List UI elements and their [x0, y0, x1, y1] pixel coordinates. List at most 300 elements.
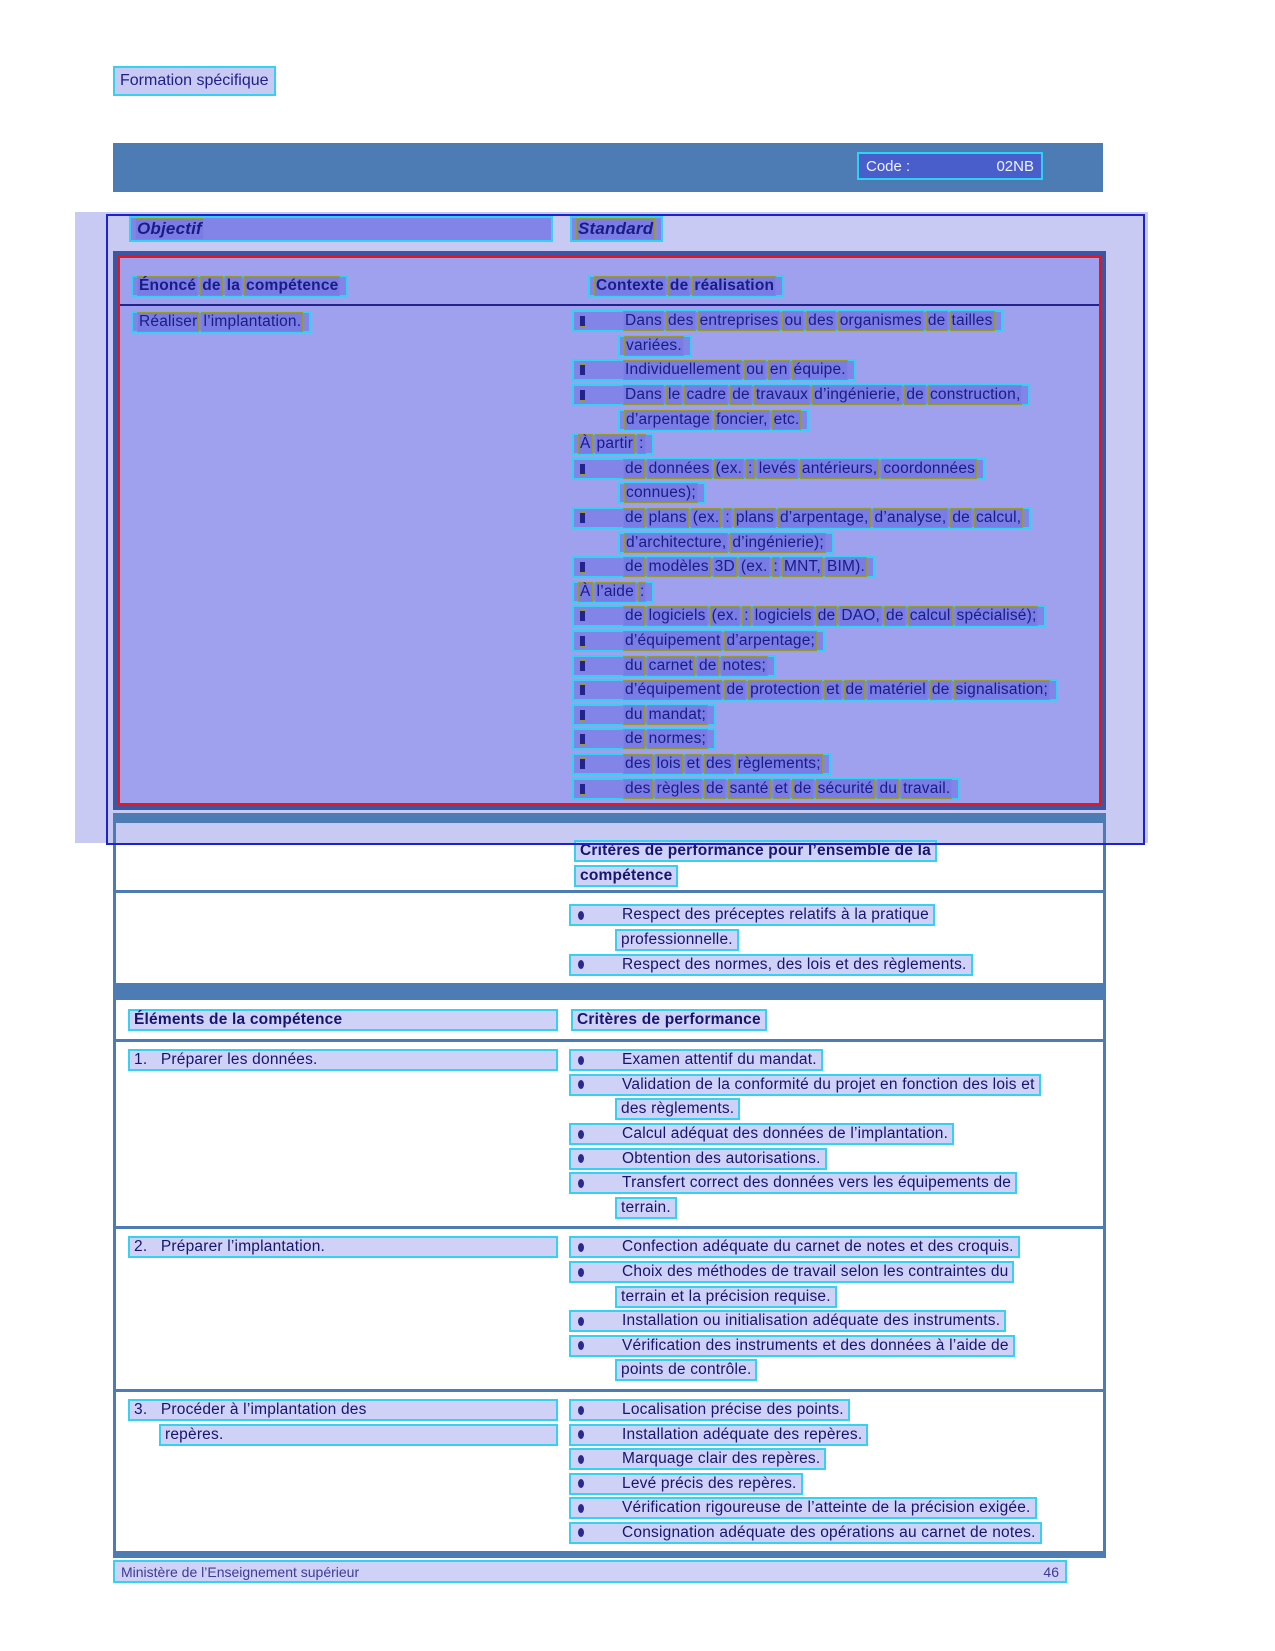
word-box: : [773, 558, 779, 576]
bullet-icon [575, 1479, 622, 1488]
word-box: des [808, 312, 834, 330]
highlight-strip [572, 753, 831, 775]
bullet-icon [575, 1455, 622, 1464]
table-row [116, 1042, 1103, 1226]
word-box: entreprises [699, 312, 779, 330]
text-line [569, 1260, 1103, 1285]
text-line [572, 678, 1107, 703]
word-box: de [793, 779, 812, 797]
word-box: DAO, [841, 607, 881, 625]
word-box: Individuellement [625, 361, 741, 379]
line-text: Examen attentif du mandat. [622, 1051, 817, 1069]
word-box: de [669, 277, 689, 294]
bullet-icon [578, 463, 623, 475]
highlight-strip [574, 865, 678, 887]
line-text: 3. Procéder à l’implantation des [134, 1401, 367, 1419]
code-label: Code : [866, 157, 911, 175]
text-line [572, 481, 1107, 506]
competence-table [113, 251, 1106, 810]
line-text [623, 754, 825, 774]
word-box: levés [758, 459, 796, 477]
line-text: compétence [580, 866, 673, 884]
text-line [569, 1171, 1103, 1196]
contexte-header-text [594, 276, 778, 296]
word-box: de [952, 509, 970, 527]
highlight-strip [572, 778, 960, 800]
word-box: de [906, 386, 924, 404]
enonce-header [131, 275, 348, 297]
word-box: équipe. [793, 361, 846, 379]
enonce-cell-text [137, 312, 305, 332]
word-box: d’arpentage, [779, 509, 869, 527]
word-box: (ex. [740, 558, 768, 576]
word-box: d’arpentage [626, 410, 711, 428]
line-text: Validation de la conformité du projet en fonction des lois et [622, 1075, 1035, 1093]
text-line [569, 1122, 1103, 1147]
text-line [128, 1048, 558, 1073]
line-text: Choix des méthodes de travail selon les contraintes du [622, 1263, 1009, 1281]
text-line [574, 864, 1103, 889]
bullet-icon [578, 733, 623, 745]
word-box: ou [784, 312, 803, 330]
word-box: logiciels [754, 607, 812, 625]
element-cell [128, 1398, 558, 1447]
table-top-bar [113, 990, 1106, 1000]
line-text [623, 631, 819, 651]
text-line [572, 629, 1107, 654]
text-line [572, 752, 1107, 777]
highlight-strip [572, 679, 1058, 701]
line-text: Levé précis des repères. [622, 1474, 797, 1492]
word-box: d’architecture, [626, 533, 727, 551]
line-text: Vérification des instruments et des données à l’aide de [622, 1336, 1009, 1354]
footer-ministry-text: Ministère de l’Enseignement supérieur [121, 1563, 360, 1580]
text-line [569, 1309, 1103, 1334]
word-box: partir [596, 435, 634, 453]
word-box: calcul [909, 607, 951, 625]
word-box: des [625, 779, 651, 797]
code-header-bar [113, 143, 1103, 192]
highlight-strip [615, 1197, 677, 1219]
highlight-strip [569, 1473, 803, 1495]
bullet-icon [575, 1179, 622, 1188]
elements-table [113, 990, 1106, 1558]
highlight-strip [569, 904, 935, 926]
word-box: de [732, 386, 750, 404]
text-line [569, 1521, 1103, 1546]
word-box: (ex. [711, 607, 739, 625]
word-box: du [625, 705, 643, 723]
highlight-strip [572, 630, 825, 652]
highlight-strip [569, 1335, 1015, 1357]
text-line [569, 1196, 1103, 1221]
word-box: logiciels [648, 607, 706, 625]
text-line [572, 432, 1107, 457]
table-bottom-bar [113, 983, 1106, 990]
text-line [569, 1358, 1103, 1383]
word-box: modèles [648, 558, 709, 576]
elements-table-header [116, 1000, 1103, 1039]
overall-criteria-lines [116, 893, 1103, 983]
highlight-strip [572, 581, 654, 603]
text-line [572, 776, 1107, 801]
word-box: Standard [578, 219, 654, 238]
word-box: antérieurs, [801, 459, 878, 477]
bullet-icon [575, 1406, 622, 1415]
enonce-cell [131, 311, 311, 333]
text-line [128, 1398, 558, 1423]
line-text [624, 533, 828, 553]
word-box: et [826, 681, 840, 699]
bullet-icon [575, 1080, 622, 1089]
highlight-strip [569, 1448, 826, 1470]
text-line [569, 1284, 1103, 1309]
word-box: carnet [648, 656, 693, 674]
bullet-icon [578, 660, 623, 672]
text-line [572, 358, 1107, 383]
line-text [623, 680, 1052, 700]
highlight-strip [569, 1148, 827, 1170]
word-box: d’équipement [625, 681, 721, 699]
highlight-strip [128, 1399, 558, 1421]
highlight-strip [569, 1522, 1042, 1544]
line-text [623, 705, 710, 725]
highlight-strip [572, 384, 1030, 406]
word-box: plans [735, 509, 774, 527]
contexte-lines [572, 309, 1107, 801]
word-box: variées. [626, 336, 682, 354]
overall-criteria-table [113, 813, 1106, 990]
line-text: des règlements. [621, 1100, 735, 1118]
word-box: de [625, 558, 643, 576]
word-box: le [667, 386, 681, 404]
word-box: l’aide [596, 582, 634, 600]
word-box: plans [648, 509, 687, 527]
line-text: Obtention des autorisations. [622, 1149, 821, 1167]
bullet-icon [575, 1528, 622, 1537]
table-top-bar [113, 813, 1106, 823]
standard-title [570, 216, 663, 242]
word-box: règles [656, 779, 701, 797]
highlight-strip [572, 704, 716, 726]
bullet-icon [575, 1268, 622, 1277]
word-box: connues); [626, 484, 696, 502]
word-box: de [706, 779, 724, 797]
footer [113, 1560, 1067, 1583]
highlight-strip [572, 728, 716, 750]
criteria-cell [569, 1048, 1103, 1220]
line-text: Installation ou initialisation adéquate des instruments. [622, 1312, 1001, 1330]
word-box: du [879, 779, 898, 797]
text-line [569, 1422, 1103, 1447]
word-box: Dans [625, 312, 662, 330]
word-box: de [927, 312, 946, 330]
footer-page-number: 46 [1043, 1563, 1059, 1580]
line-text: Transfert correct des données vers les équipements de [622, 1174, 1012, 1192]
text-line [569, 903, 1103, 928]
highlight-strip [569, 1310, 1006, 1332]
text-line [569, 1472, 1103, 1497]
word-box: des [625, 754, 651, 772]
word-box: de [845, 681, 864, 699]
word-box: lois [656, 754, 681, 772]
highlight-strip [615, 1098, 740, 1120]
word-box: d’arpentage; [726, 632, 816, 650]
line-text: Calcul adéquat des données de l’implantation. [622, 1125, 949, 1143]
line-text [578, 582, 648, 602]
text-line [569, 1398, 1103, 1423]
bullet-icon [578, 561, 623, 573]
text-line [569, 1073, 1103, 1098]
word-box: d’équipement [625, 632, 721, 650]
word-box: de [202, 277, 221, 294]
highlight-strip [572, 556, 875, 578]
bullet-icon [578, 512, 623, 524]
bullet-icon [578, 635, 623, 647]
text-line [572, 703, 1107, 728]
bullet-icon [578, 364, 623, 376]
text-line [128, 1235, 558, 1260]
enonce-header-text [137, 276, 342, 296]
formation-specifique-label: Formation spécifique [113, 66, 276, 96]
word-box: matériel [869, 681, 926, 699]
criteria-cell [569, 1235, 1103, 1383]
word-box: de [625, 730, 643, 748]
line-text [623, 360, 850, 380]
text-line [569, 1496, 1103, 1521]
word-box: construction, [929, 386, 1021, 404]
word-box: de [625, 459, 643, 477]
line-text [623, 606, 1040, 626]
text-line [572, 555, 1107, 580]
highlight-strip [615, 1359, 757, 1381]
highlight-strip [128, 1049, 558, 1071]
text-line [569, 1447, 1103, 1472]
word-box: organismes [839, 312, 922, 330]
highlight-strip [572, 507, 1031, 529]
word-box: réalisation [694, 277, 775, 294]
word-box: d’ingénierie, [814, 386, 901, 404]
highlight-strip [618, 482, 706, 504]
text-line [572, 653, 1107, 678]
word-box: compétence [246, 277, 339, 294]
line-text: Localisation précise des points. [622, 1401, 844, 1419]
word-box: BIM). [827, 558, 866, 576]
word-box: de [886, 607, 904, 625]
bullet-icon [575, 1056, 622, 1065]
word-box: d’ingénierie); [732, 533, 824, 551]
word-box: règlements; [737, 754, 821, 772]
word-box: Contexte [596, 277, 664, 294]
word-box: normes; [648, 730, 707, 748]
text-line [572, 580, 1107, 605]
word-box: cadre [686, 386, 727, 404]
word-box: tailles [951, 312, 993, 330]
text-line [569, 928, 1103, 953]
contexte-header [588, 275, 784, 297]
bullet-icon [575, 1341, 622, 1350]
line-text: Marquage clair des repères. [622, 1450, 821, 1468]
word-box: du [625, 656, 643, 674]
line-text: Vérification rigoureuse de l’atteinte de la précision exigée. [622, 1499, 1031, 1517]
line-text [578, 434, 648, 454]
text-line [574, 839, 1103, 864]
highlight-strip [615, 1286, 837, 1308]
header-separator [120, 304, 1099, 306]
objectif-text [135, 218, 206, 240]
highlight-strip [569, 1424, 868, 1446]
highlight-strip [572, 458, 985, 480]
bullet-icon [575, 960, 622, 969]
bullet-icon [575, 1243, 622, 1252]
word-box: d’analyse, [874, 509, 947, 527]
line-text: Critères de performance pour l’ensemble de la [580, 842, 931, 860]
word-box: : [744, 607, 749, 625]
line-text [624, 483, 700, 503]
word-box: calcul, [975, 509, 1022, 527]
bullet-icon [578, 684, 623, 696]
text-line [572, 506, 1107, 531]
word-box: de [698, 656, 717, 674]
line-text: terrain. [621, 1198, 671, 1216]
highlight-strip [569, 1123, 954, 1145]
highlight-strip [572, 655, 776, 677]
highlight-strip [574, 840, 937, 862]
text-line [569, 1235, 1103, 1260]
word-box: : [639, 582, 645, 600]
word-box: MNT, [784, 558, 821, 576]
text-line [572, 309, 1107, 334]
text-line [569, 1097, 1103, 1122]
bullet-icon [575, 1430, 622, 1439]
text-line [128, 1422, 558, 1447]
bullet-icon [578, 758, 623, 770]
highlight-strip [569, 954, 973, 976]
line-text [623, 557, 869, 577]
line-text: Confection adéquate du carnet de notes et des croquis. [622, 1238, 1014, 1256]
competence-table-red-frame [117, 255, 1102, 806]
word-box: mandat; [648, 705, 707, 723]
table-row [116, 1392, 1103, 1552]
highlight-strip [572, 310, 1003, 332]
element-cell [128, 1048, 558, 1073]
word-box: Énoncé [139, 277, 197, 294]
word-box: (ex. [715, 459, 743, 477]
word-box: et [774, 779, 788, 797]
text-line [569, 1146, 1103, 1171]
word-box: de [625, 509, 643, 527]
word-box: : [639, 435, 644, 453]
text-line [572, 383, 1107, 408]
highlight-strip [572, 359, 856, 381]
word-box: l’implantation. [203, 313, 302, 330]
word-box: de [625, 607, 643, 625]
line-text [623, 656, 770, 676]
line-text: Respect des préceptes relatifs à la pratique [622, 906, 929, 924]
highlight-strip [569, 1049, 823, 1071]
highlight-strip [569, 1074, 1041, 1096]
criteria-cell [569, 1398, 1103, 1546]
bullet-icon [578, 783, 623, 795]
bullet-icon [578, 315, 623, 327]
word-box: Dans [625, 386, 662, 404]
line-text: 2. Préparer l’implantation. [134, 1238, 326, 1256]
bullet-icon [575, 1317, 622, 1326]
bullet-icon [578, 389, 623, 401]
word-box: signalisation; [955, 681, 1048, 699]
text-line [572, 727, 1107, 752]
text-line [572, 457, 1107, 482]
line-text: terrain et la précision requise. [621, 1287, 831, 1305]
highlight-strip [618, 335, 692, 357]
text-line [572, 334, 1107, 359]
line-text [623, 779, 954, 799]
bullet-icon [575, 911, 622, 920]
criteres-header-text: Critères de performance [577, 1011, 761, 1028]
highlight-strip [618, 409, 809, 431]
code-value: 02NB [996, 157, 1034, 175]
highlight-strip [618, 532, 834, 554]
word-box: (ex. [692, 509, 720, 527]
highlight-strip [572, 605, 1046, 627]
standard-text [576, 218, 657, 240]
bullet-icon [575, 1504, 622, 1513]
word-box: des [667, 312, 694, 330]
text-line [572, 604, 1107, 629]
word-box: ou [746, 361, 764, 379]
line-text [623, 729, 710, 749]
word-box: santé [729, 779, 769, 797]
bullet-icon [578, 610, 623, 622]
text-line [572, 407, 1107, 432]
word-box: foncier, [716, 410, 768, 428]
text-line [569, 1334, 1103, 1359]
line-text [623, 508, 1025, 528]
word-box: : [725, 509, 730, 527]
highlight-strip [159, 1424, 558, 1446]
line-text [624, 336, 686, 356]
word-box: notes; [722, 656, 767, 674]
highlight-strip [615, 929, 739, 951]
code-chip [857, 152, 1043, 180]
line-text: repères. [165, 1425, 224, 1443]
highlight-strip [569, 1261, 1014, 1283]
word-box: de [931, 681, 950, 699]
table-row [116, 1229, 1103, 1389]
line-text [623, 385, 1024, 405]
element-cell [128, 1235, 558, 1260]
word-box: données [648, 459, 710, 477]
highlight-strip [569, 1399, 850, 1421]
word-box: Objectif [137, 219, 202, 238]
word-box: de [726, 681, 745, 699]
word-box: protection [750, 681, 821, 699]
highlight-strip [569, 1172, 1017, 1194]
word-box: la [226, 277, 241, 294]
line-text: Installation adéquate des repères. [622, 1425, 863, 1443]
text-line [569, 952, 1103, 977]
word-box: spécialisé); [956, 607, 1037, 625]
bullet-icon [578, 709, 623, 721]
line-text: 1. Préparer les données. [134, 1051, 318, 1069]
line-text [623, 459, 979, 479]
word-box: À [580, 582, 591, 600]
word-box: et [686, 754, 700, 772]
word-box: 3D [714, 558, 735, 576]
word-box: de [817, 607, 836, 625]
table-bottom-bar [113, 1551, 1106, 1558]
highlight-strip [572, 433, 654, 455]
